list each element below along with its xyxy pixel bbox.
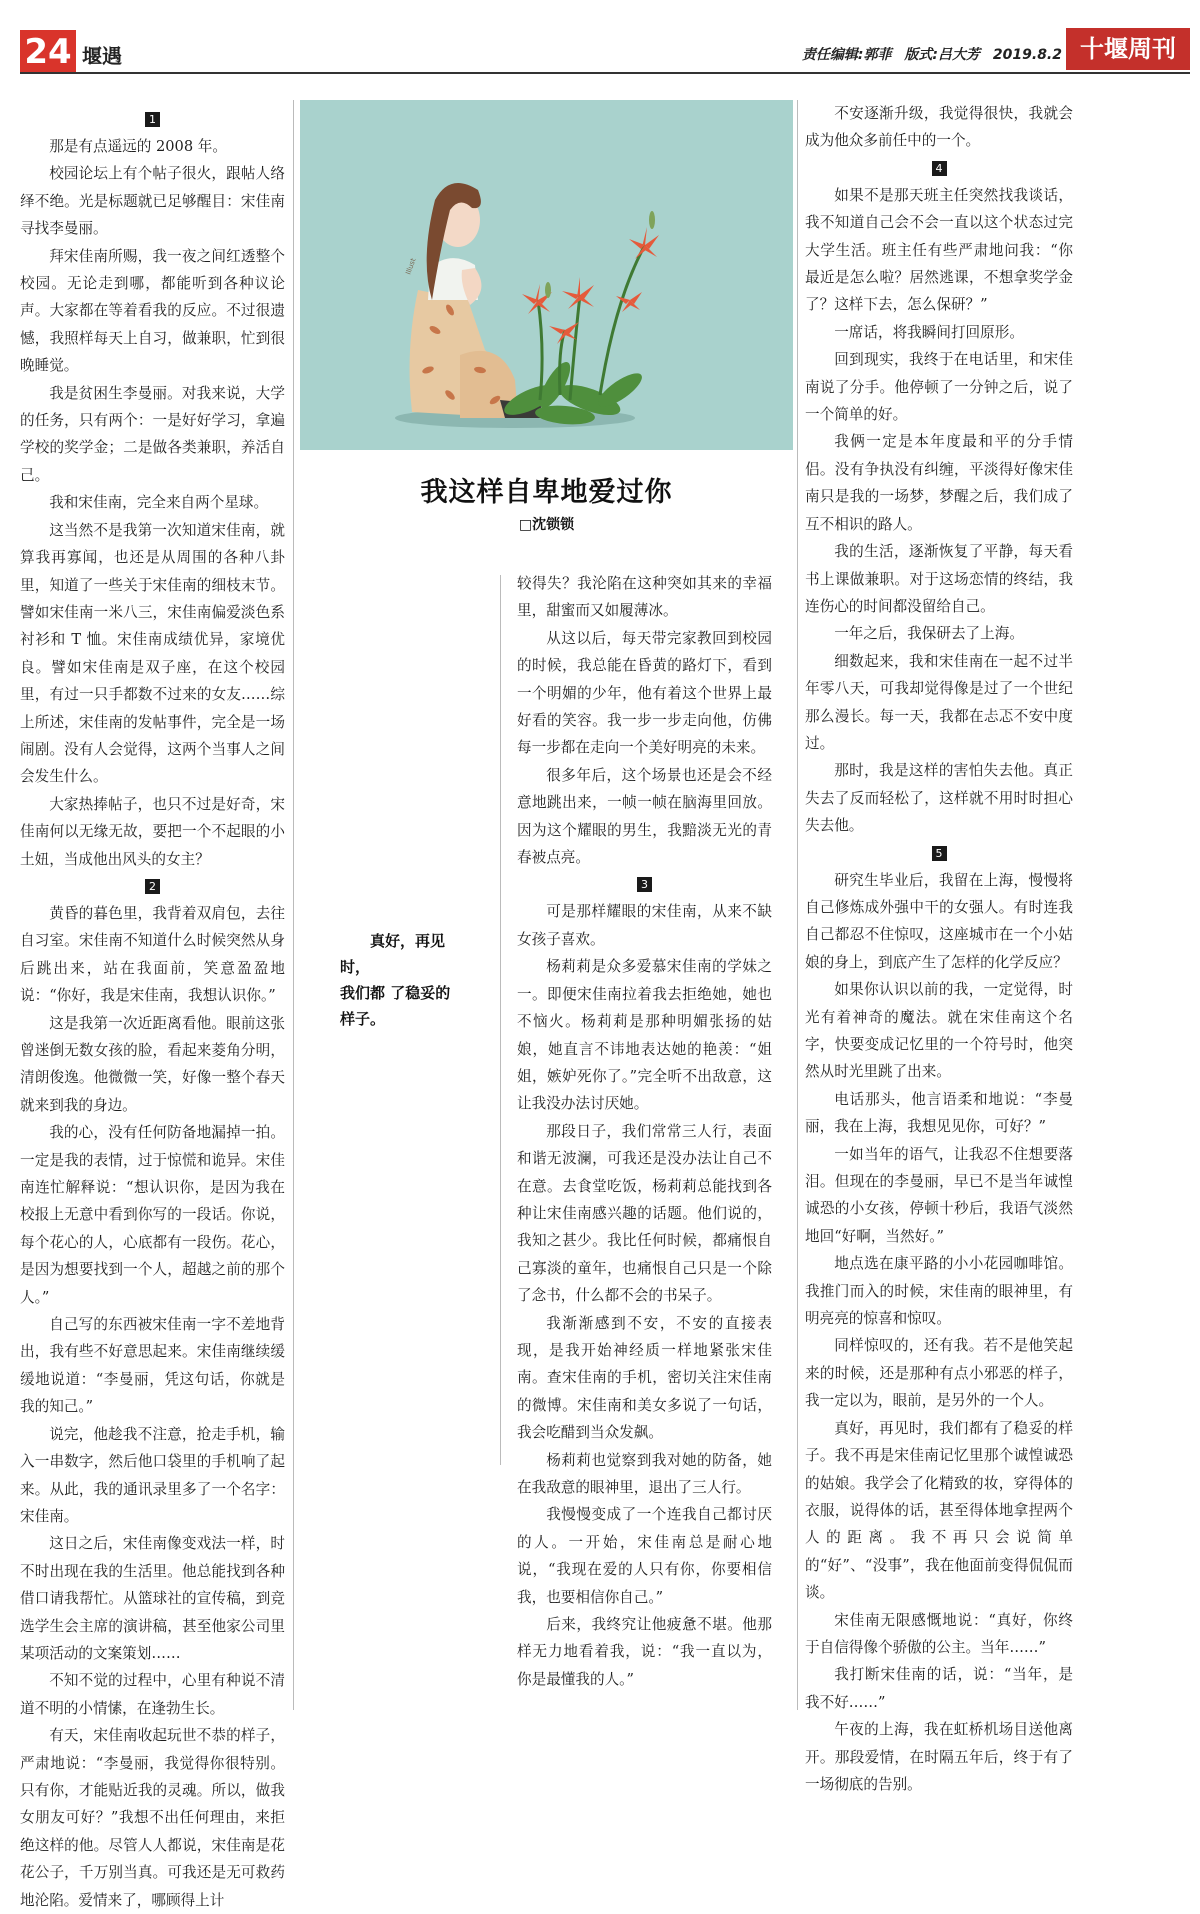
column-3	[805, 100, 1073, 1798]
paragraph: 细数起来，我和宋佳南在一起不过半年零八天，可我却觉得像是过了一个世纪那么漫长。每一天，我都在忐忑不安中度过。	[805, 652, 1073, 752]
column-2	[517, 570, 772, 1693]
pullquote-line: 样子。	[340, 1010, 386, 1028]
paragraph: 我和宋佳南，完全来自两个星球。	[49, 494, 269, 512]
pullquote-divider	[500, 575, 501, 1465]
paragraph: 说完，他趁我不注意，抢走手机，输入一串数字，然后他口袋里的手机响了起来。从此，我的通讯录里多了一个名字：宋佳南。	[20, 1425, 285, 1525]
page-number: 24	[20, 30, 76, 74]
issue-date: 2019.8.2	[992, 47, 1062, 63]
section-number-2: 2	[145, 879, 160, 894]
paragraph: 从这以后，每天带完家教回到校园的时候，我总能在昏黄的路灯下，看到一个明媚的少年，他有着这个世界上最好看的笑容。我一步一步走向他，仿佛每一步都在走向一个美好明亮的未来。	[517, 629, 772, 757]
pullquote-line: 我们都 了稳妥的	[340, 984, 451, 1002]
editor-name: 责任编辑:郭菲	[801, 47, 892, 63]
paragraph: 大家热捧帖子，也只不过是好奇，宋佳南何以无缘无故，要把一个不起眼的小土妞，当成他出风头的女主？	[20, 795, 285, 868]
section-number-1: 1	[145, 112, 160, 127]
illustration-signature: Illust	[404, 257, 418, 276]
paragraph: 我的生活，逐渐恢复了平静，每天看书上课做兼职。对于这场恋情的终结，我连伤心的时间都没留给自己。	[805, 543, 1073, 615]
paragraph: 很多年后，这个场景也还是会不经意地跳出来，一帧一帧在脑海里回放。因为这个耀眼的男生，我黯淡无光的青春被点亮。	[517, 766, 772, 867]
paragraph: 自己写的东西被宋佳南一字不差地背出，我有些不好意思起来。宋佳南继续缓缓地说道：“李曼丽，凭这句话，你就是我的知己。”	[20, 1316, 285, 1416]
column-1	[20, 106, 285, 1914]
paragraph: 这日之后，宋佳南像变戏法一样，时不时出现在我的生活里。他总能找到各种借口请我帮忙。从篮球社的宣传稿，到竞选学生会主席的演讲稿，甚至他家公司里某项活动的文案策划……	[20, 1535, 285, 1662]
paragraph: 有天，宋佳南收起玩世不恭的样子，严肃地说：“李曼丽，我觉得你很特别。只有你，才能贴近我的灵魂。所以，做我女朋友可好？”我想不出任何理由，来拒绝这样的他。尽管人人都说，宋佳南是花花公子，千万别当真。可我还是无可救药地沦陷。爱情来了，哪顾得上计	[20, 1727, 285, 1909]
paragraph: 我俩一定是本年度最和平的分手情侣。没有争执没有纠缠，平淡得好像宋佳南只是我的一场梦，梦醒之后，我们成了互不相识的路人。	[805, 433, 1073, 533]
paragraph: 一席话，将我瞬间打回原形。	[834, 323, 1024, 341]
paragraph: 我的心，没有任何防备地漏掉一拍。一定是我的表情，过于惊慌和诡异。宋佳南连忙解释说：“想认识你，是因为我在校报上无意中看到你写的一段话。你说，每个花心的人，心底都有一段伤。花心，是因为想要找到一个人，超越之前的那个人。”	[20, 1124, 285, 1306]
section-number-3: 3	[637, 877, 652, 892]
paragraph: 这当然不是我第一次知道宋佳南，就算我再寡闻，也还是从周围的各种八卦里，知道了一些关于宋佳南的细枝末节。譬如宋佳南一米八三，宋佳南偏爱淡色系衬衫和 T 恤。宋佳南成绩优异，家境优良。譬如宋佳南是双子座，在这个校园里，有过一只手都数不过来的女友……综上所述，宋佳南的发帖事件，完全是一场闹剧。没有人会觉得，这两个当事人之间会发生什么。	[20, 521, 285, 786]
section-title: 堰遇	[82, 44, 122, 68]
girl-with-lilies-illustration	[300, 100, 793, 450]
column-divider	[293, 100, 294, 1710]
masthead-logo: 十堰周刊	[1066, 28, 1190, 70]
section-number-5: 5	[932, 846, 947, 861]
paragraph: 杨莉莉是众多爱慕宋佳南的学妹之一。即便宋佳南拉着我去拒绝她，她也不恼火。杨莉莉是那种明媚张扬的姑娘，她直言不讳地表达她的艳羡：“姐姐，嫉妒死你了。”完全听不出敌意，这让我没办法讨厌她。	[517, 958, 772, 1113]
paragraph: 一年之后，我保研去了上海。	[834, 625, 1024, 643]
paragraph: 一如当年的语气，让我忍不住想要落泪。但现在的李曼丽，早已不是当年诚惶诚恐的小女孩，停顿十秒后，我语气淡然地回“好啊，当然好。”	[805, 1145, 1073, 1245]
paragraph: 不知不觉的过程中，心里有种说不清道不明的小情愫，在逢勃生长。	[20, 1672, 285, 1717]
paragraph: 我慢慢变成了一个连我自己都讨厌的人。一开始，宋佳南总是耐心地说，“我现在爱的人只有你，你要相信我，也要相信你自己。”	[517, 1506, 772, 1606]
page-header	[0, 0, 1200, 80]
illustration-art	[300, 100, 793, 450]
paragraph: 如果你认识以前的我，一定觉得，时光有着神奇的魔法。就在宋佳南这个名字，快要变成记忆里的一个符号时，他突然从时光里跳了出来。	[805, 981, 1073, 1081]
section-number-4: 4	[932, 161, 947, 176]
paragraph: 校园论坛上有个帖子很火，跟帖人络绎不绝。光是标题就已足够醒目：宋佳南寻找李曼丽。	[20, 165, 285, 238]
pull-quote	[340, 928, 470, 1032]
layout-name: 版式:吕大芳	[904, 47, 981, 63]
paragraph: 那时，我是这样的害怕失去他。真正失去了反而轻松了，这样就不用时时担心失去他。	[805, 762, 1073, 835]
paragraph: 拜宋佳南所赐，我一夜之间红透整个校园。无论走到哪，都能听到各种议论声。大家都在等着看我的反应。不过很遗憾，我照样每天上自习，做兼职，忙到很晚睡觉。	[20, 247, 285, 375]
paragraph: 我打断宋佳南的话，说：“当年，是我不好……”	[805, 1666, 1073, 1711]
article-author: □沈锁锁	[518, 517, 575, 533]
paragraph: 电话那头，他言语柔和地说：“李曼丽，我在上海，我想见见你，可好？”	[805, 1090, 1073, 1136]
paragraph: 研究生毕业后，我留在上海，慢慢将自己修炼成外强中干的女强人。有时连我自己都忍不住惊叹，这座城市在一个小姑娘的身上，到底产生了怎样的化学反应？	[805, 871, 1073, 971]
paragraph: 宋佳南无限感慨地说：“真好，你终于自信得像个骄傲的公主。当年……”	[805, 1611, 1073, 1656]
pullquote-line: 真好，再见时，	[340, 932, 446, 976]
paragraph: 那段日子，我们常常三人行，表面和谐无波澜，可我还是没办法让自己不在意。去食堂吃饭，杨莉莉总能找到各种让宋佳南感兴趣的话题。他们说的，我知之甚少。我比任何时候，都痛恨自己寡淡的童年，也痛恨自己只是一个除了念书，什么都不会的书呆子。	[517, 1122, 772, 1305]
paragraph: 杨莉莉也觉察到我对她的防备，她在我敌意的眼神里，退出了三人行。	[517, 1451, 772, 1496]
editor-credits	[794, 44, 1062, 64]
article-title: 我这样自卑地爱过你	[420, 477, 673, 508]
paragraph: 后来，我终究让他疲惫不堪。他那样无力地看着我，说：“我一直以为，你是最懂我的人。”	[517, 1616, 772, 1688]
paragraph: 回到现实，我终于在电话里，和宋佳南说了分手。他停顿了一分钟之后，说了一个简单的好。	[805, 351, 1073, 424]
paragraph: 较得失？我沦陷在这种突如其来的幸福里，甜蜜而又如履薄冰。	[517, 575, 772, 620]
paragraph: 同样惊叹的，还有我。若不是他笑起来的时候，还是那种有点小邪恶的样子，我一定以为，眼前，是另外的一个人。	[805, 1337, 1073, 1410]
paragraph: 可是那样耀眼的宋佳南，从来不缺女孩子喜欢。	[517, 903, 772, 948]
paragraph: 如果不是那天班主任突然找我谈话，我不知道自己会不会一直以这个状态过完大学生活。班主任有些严肃地问我：“你最近是怎么啦？居然逃课，不想拿奖学金了？这样下去，怎么保研？”	[805, 186, 1073, 314]
header-divider	[20, 72, 1190, 74]
paragraph: 黄昏的暮色里，我背着双肩包，去往自习室。宋佳南不知道什么时候突然从身后跳出来，站在我面前，笑意盈盈地说：“你好，我是宋佳南，我想认识你。”	[20, 904, 285, 1005]
paragraph: 真好，再见时，我们都有了稳妥的样子。我不再是宋佳南记忆里那个诚惶诚恐的姑娘。我学会了化精致的妆，穿得体的衣服，说得体的话，甚至得体地拿捏两个人的距离。我不再只会说简单的“好”、“没事”，我在他面前变得侃侃而谈。	[805, 1419, 1073, 1602]
paragraph: 地点选在康平路的小小花园咖啡馆。我推门而入的时候，宋佳南的眼神里，有明亮亮的惊喜和惊叹。	[805, 1255, 1073, 1328]
paragraph: 那是有点遥远的 2008 年。	[49, 138, 227, 155]
paragraph: 我是贫困生李曼丽。对我来说，大学的任务，只有两个：一是好好学习，拿遍学校的奖学金；二是做各类兼职，养活自己。	[20, 384, 285, 484]
paragraph: 我渐渐感到不安，不安的直接表现，是我开始神经质一样地紧张宋佳南。查宋佳南的手机，密切关注宋佳南的微博。宋佳南和美女多说了一句话，我会吃醋到当众发飙。	[517, 1314, 772, 1442]
paragraph: 这是我第一次近距离看他。眼前这张曾迷倒无数女孩的脸，看起来菱角分明，清朗俊逸。他微微一笑，好像一整个春天就来到我的身边。	[20, 1014, 285, 1114]
column-divider	[797, 100, 798, 1710]
paragraph: 不安逐渐升级，我觉得很快，我就会成为他众多前任中的一个。	[805, 105, 1073, 150]
paragraph: 午夜的上海，我在虹桥机场目送他离开。那段爱情，在时隔五年后，终于有了一场彻底的告别。	[805, 1721, 1073, 1793]
